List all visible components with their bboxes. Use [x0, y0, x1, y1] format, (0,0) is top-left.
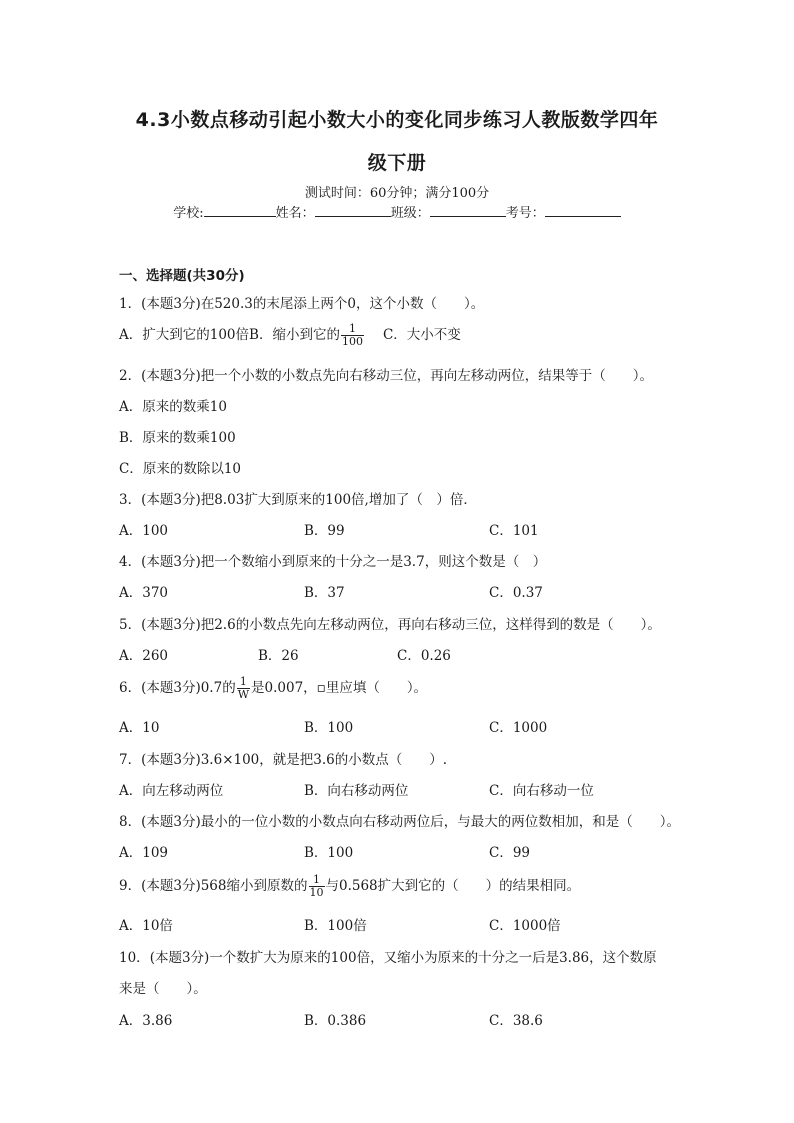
student-info-row	[0, 202, 794, 221]
question-4	[119, 550, 546, 570]
option-a[interactable]: A．10倍	[119, 918, 173, 934]
question-text: 在520.3的末尾添上两个0，这个小数（ ）。	[200, 296, 485, 312]
option-a[interactable]: A．向左移动两位	[119, 783, 224, 799]
question-text: 0.7的	[200, 680, 236, 696]
exam-no-label: 考号：	[505, 206, 545, 221]
option-c[interactable]: C．1000倍	[489, 918, 561, 934]
question-text: 最小的一位小数的小数点向右移动两位后，与最大的两位数相加，和是（ ）。	[200, 814, 680, 830]
option-a[interactable]: A．100	[119, 523, 169, 539]
question-number: 8．	[119, 814, 142, 830]
option-b[interactable]: B．0.386	[304, 1013, 367, 1029]
option-a[interactable]: A．109	[119, 845, 169, 861]
question-text-cont: 是0.007，▫里应填（ ）。	[251, 680, 428, 696]
question-score: (本题3分)	[141, 752, 201, 768]
question-number: 5．	[119, 617, 142, 633]
option-a[interactable]: A．原来的数乘10	[119, 399, 227, 415]
question-number: 9．	[119, 878, 142, 894]
name-label: 姓名：	[275, 206, 315, 221]
question-9	[119, 874, 580, 899]
option-a[interactable]: A．260	[119, 648, 169, 664]
class-blank[interactable]	[430, 204, 506, 217]
question-number: 1．	[119, 296, 142, 312]
option-c[interactable]: C．原来的数除以10	[119, 461, 242, 477]
question-number: 7．	[119, 752, 142, 768]
question-text: 把2.6的小数点先向左移动两位，再向右移动三位，这样得到的数是（ ）。	[200, 617, 661, 633]
question-number: 4．	[119, 554, 142, 570]
option-c[interactable]: C．向右移动一位	[489, 783, 594, 799]
question-score: (本题3分)	[141, 814, 201, 830]
question-number: 2．	[119, 368, 142, 384]
question-1-options	[119, 323, 461, 348]
question-8	[119, 810, 680, 830]
test-time-info: 测试时间：60分钟；满分100分	[304, 186, 490, 201]
fraction-numerator: 1	[309, 874, 325, 887]
question-text: 一个数扩大为原来的100倍，又缩小为原来的十分之一后是3.86，这个数原	[209, 950, 657, 966]
fraction	[341, 323, 364, 348]
option-c[interactable]: C．大小不变	[382, 327, 461, 343]
question-score: (本题3分)	[141, 878, 201, 894]
option-b[interactable]: B．100	[304, 720, 354, 736]
option-a[interactable]: A．扩大到它的100倍	[119, 327, 250, 343]
question-score: (本题3分)	[141, 554, 201, 570]
question-number: 10．	[119, 950, 150, 966]
option-c[interactable]: C．101	[489, 523, 539, 539]
fraction-denominator: 10	[309, 886, 324, 899]
page-title-line1: 4.3小数点移动引起小数大小的变化同步练习人教版数学四年	[135, 109, 659, 131]
question-6	[119, 676, 427, 701]
option-c[interactable]: C．38.6	[489, 1013, 543, 1029]
page-title-line2: 级下册	[367, 152, 427, 174]
question-score: (本题3分)	[141, 680, 201, 696]
question-text: 把一个数缩小到原来的十分之一是3.7，则这个数是（ ）	[200, 554, 547, 570]
option-c[interactable]: C．0.37	[489, 585, 543, 601]
question-5	[119, 613, 661, 633]
question-score: (本题3分)	[141, 492, 201, 508]
question-score: (本题3分)	[141, 617, 201, 633]
option-b[interactable]: B．100	[304, 845, 354, 861]
option-c[interactable]: C．0.26	[397, 648, 451, 664]
option-a[interactable]: A．3.86	[119, 1013, 173, 1029]
option-b[interactable]: B．原来的数乘100	[119, 430, 236, 446]
option-b[interactable]: B．99	[304, 523, 345, 539]
option-c[interactable]: C．1000	[489, 720, 548, 736]
fraction-denominator: 100	[341, 335, 363, 348]
fraction	[309, 874, 325, 899]
fraction	[237, 676, 250, 701]
option-b[interactable]: B．37	[304, 585, 345, 601]
option-a[interactable]: A．10	[119, 720, 160, 736]
fraction-numerator: 1	[237, 676, 250, 689]
question-text-cont: 来是（ ）。	[119, 981, 207, 997]
question-1	[119, 292, 484, 312]
question-2	[119, 364, 653, 384]
question-text-cont: 与0.568扩大到它的（ ）的结果相同。	[325, 878, 581, 894]
question-7	[119, 748, 447, 768]
question-text: 把一个小数的小数点先向右移动三位，再向左移动两位，结果等于（ ）。	[200, 368, 653, 384]
question-score: (本题3分)	[141, 296, 201, 312]
question-number: 6．	[119, 680, 142, 696]
option-b[interactable]: B．向右移动两位	[304, 783, 409, 799]
option-b[interactable]: B．26	[258, 648, 299, 664]
option-b-text: B．缩小到它的	[249, 327, 340, 343]
question-10	[119, 946, 657, 966]
option-b[interactable]: B．100倍	[304, 918, 367, 934]
question-text: 568缩小到原数的	[200, 878, 308, 894]
option-b[interactable]	[249, 322, 365, 348]
option-c[interactable]: C．99	[489, 845, 531, 861]
question-3	[119, 488, 477, 508]
question-number: 3．	[119, 492, 142, 508]
question-text: 3.6×100，就是把3.6的小数点（ ）.	[200, 752, 448, 768]
name-blank[interactable]	[315, 204, 391, 217]
fraction-denominator: W	[237, 688, 250, 701]
question-text: 把8.03扩大到原来的100倍,增加了（ ）倍．	[200, 492, 477, 508]
question-score: (本题3分)	[149, 950, 210, 966]
option-a[interactable]: A．370	[119, 585, 169, 601]
class-label: 班级：	[390, 206, 430, 221]
question-score: (本题3分)	[141, 368, 201, 384]
exam-no-blank[interactable]	[545, 204, 621, 217]
fraction-numerator: 1	[341, 323, 364, 336]
section-heading: 一、选择题(共30分)	[119, 268, 245, 284]
school-label: 学校:	[173, 206, 204, 221]
school-blank[interactable]	[204, 204, 276, 217]
